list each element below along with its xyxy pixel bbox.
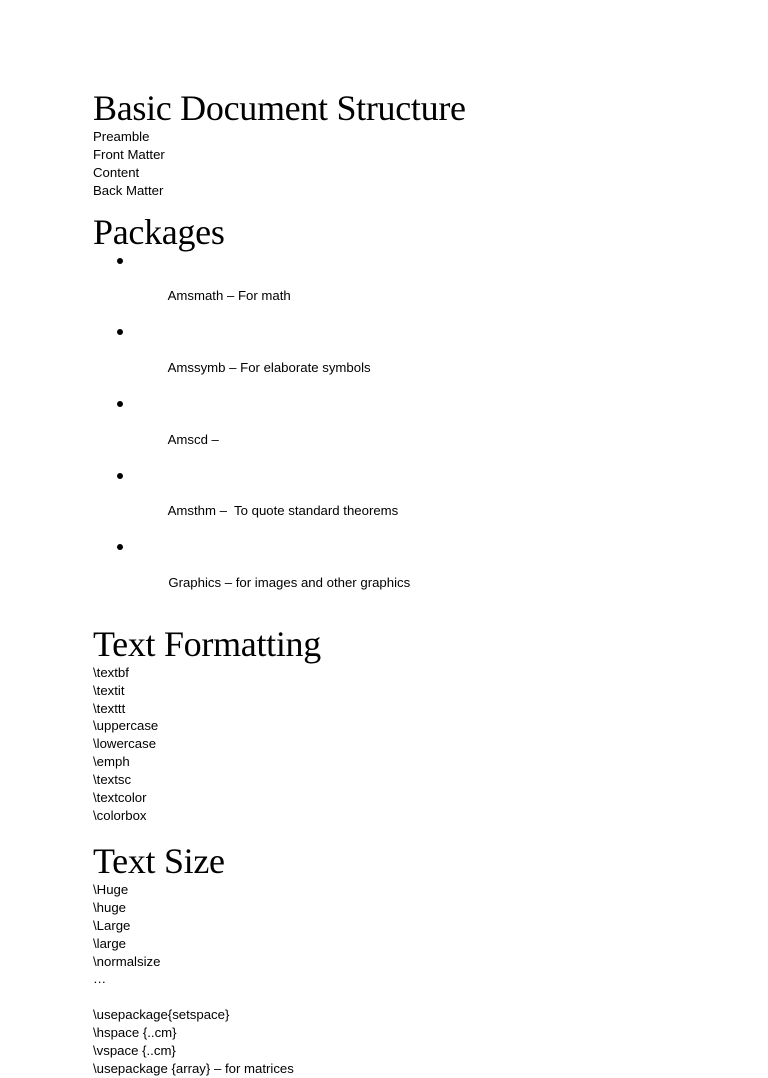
section-heading: Text Size [93, 840, 225, 881]
bullet-icon [117, 329, 123, 335]
list-item [93, 252, 713, 324]
text-line: \large [93, 935, 126, 951]
text-line: \usepackage {array} – for matrices [93, 1060, 294, 1076]
text-line: \colorbox [93, 808, 147, 823]
list-item-text: Amssymb – For elaborate symbols [167, 360, 371, 376]
text-line: \textit [93, 682, 125, 698]
bullet-icon [117, 473, 123, 479]
list-item [93, 538, 713, 610]
bullet-list [93, 252, 713, 610]
section-heading: Basic Document Structure [93, 88, 466, 128]
bullet-icon [117, 258, 123, 264]
section-text-size [93, 841, 713, 1078]
bullet-icon [117, 401, 123, 407]
list-item [93, 395, 713, 467]
text-line: Front Matter [93, 146, 165, 162]
list-item [93, 467, 713, 539]
text-line: Back Matter [93, 182, 164, 198]
text-line: \textsc [93, 772, 132, 788]
ellipsis-line: … [93, 971, 107, 987]
text-line: \textcolor [93, 790, 147, 806]
text-line: \lowercase [93, 736, 157, 752]
list-item-text: Amscd – [167, 431, 219, 447]
list-item-text: Amsthm – To quote standard theorems [167, 503, 399, 519]
section-packages [93, 212, 713, 610]
text-line: Content [93, 164, 140, 180]
text-line: \hspace {..cm} [93, 1025, 177, 1041]
section-basic-document-structure [93, 88, 713, 200]
blank-line [93, 988, 713, 1006]
text-line: \uppercase [93, 718, 159, 734]
text-line: \huge [93, 899, 127, 915]
section-text-formatting [93, 624, 713, 825]
section-heading: Text Formatting [93, 623, 321, 664]
list-item-text: Amsmath – For math [167, 288, 291, 304]
text-line: \vspace {..cm} [93, 1043, 176, 1059]
text-line: \normalsize [93, 953, 161, 969]
text-line: Preamble [93, 129, 150, 144]
text-line: \Large [93, 917, 131, 933]
text-line: \Huge [93, 881, 129, 897]
section-heading: Packages [93, 211, 225, 252]
text-line: \emph [93, 754, 130, 770]
list-item-text: Graphics – for images and other graphics [168, 574, 411, 590]
document-page [93, 88, 713, 1078]
text-line: \textbf [93, 664, 129, 680]
bullet-icon [117, 544, 123, 550]
text-line: \usepackage{setspace} [93, 1007, 230, 1023]
list-item [93, 323, 713, 395]
text-line: \texttt [93, 700, 126, 716]
